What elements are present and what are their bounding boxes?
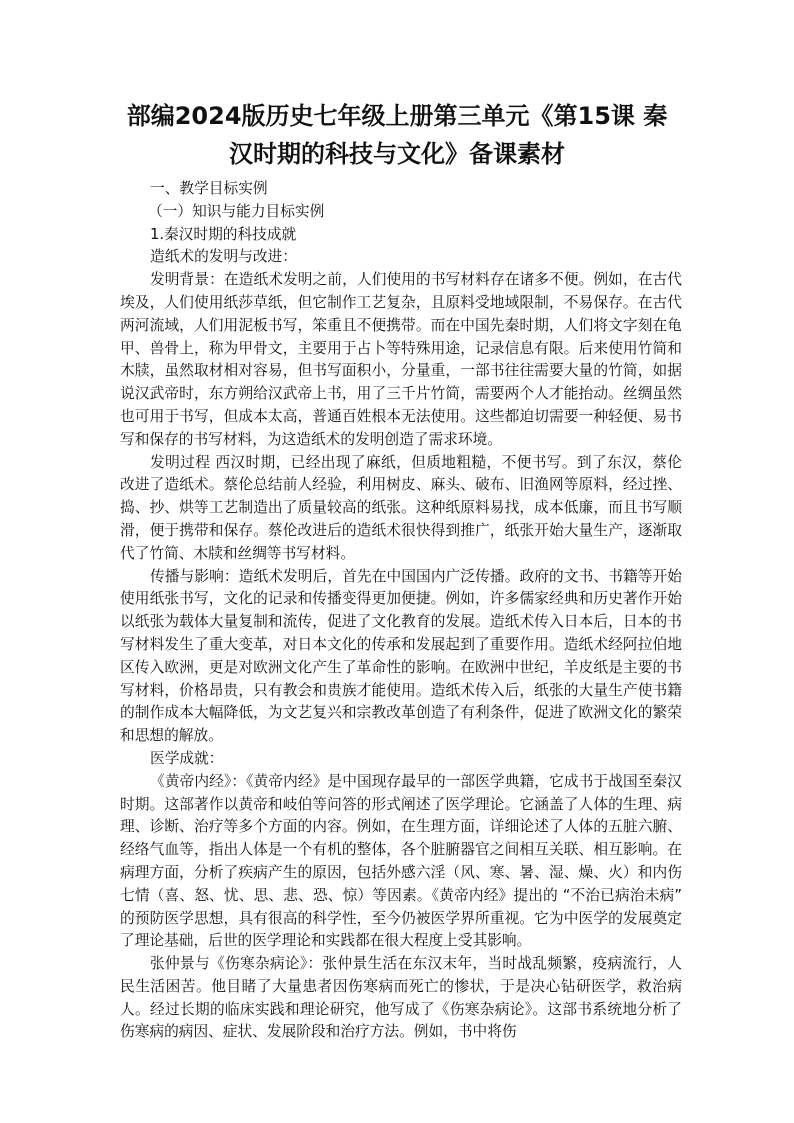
subsection-heading: （一）知识与能力目标实例 bbox=[148, 202, 325, 220]
title-line-2: 汉时期的科技与文化》备课素材 bbox=[229, 140, 565, 168]
paragraph-zhang-zhongjing: 张仲景与《伤寒杂病论》：张仲景生活在东汉末年，当时战乱频繁，疫病流行，人民生活困苦。他目睹了大量患者因伤寒病而死亡的惨状，于是决心钻研医学，救治病人。经过长期的临床实践和理论研究，他写成了《伤寒杂病论》。这部书系统地分析了伤寒病的病因、症状、发展阶段和治疗方法。例如，书中将伤 bbox=[120, 955, 682, 1041]
papermaking-heading: 造纸术的发明与改进： bbox=[150, 248, 297, 266]
document-body bbox=[120, 178, 682, 1044]
title-line-1: 部编2024版历史七年级上册第三单元《第15课 秦 bbox=[126, 102, 668, 130]
paragraph-background: 发明背景：在造纸术发明之前，人们使用的书写材料存在诸多不便。例如，在古代埃及，人们使用纸莎草纸，但它制作工艺复杂，且原料受地域限制，不易保存。在古代两河流域，人们用泥板书写，笨重且不便携带。而在中国先秦时期，人们将文字刻在龟甲、兽骨上，称为甲骨文，主要用于占卜等特殊用途，记录信息有限。后来使用竹简和木牍，虽然取材相对容易，但书写面积小，分量重，一部书往往需要大量的竹简，如据说汉武帝时，东方朔给汉武帝上书，用了三千片竹简，需要两个人才能抬动。丝绸虽然也可用于书写，但成本太高，普通百姓根本无法使用。这些都迫切需要一种轻便、易书写和保存的书写材料，为这造纸术的发明创造了需求环境。 bbox=[120, 271, 682, 448]
topic-heading: 1.秦汉时期的科技成就 bbox=[150, 225, 297, 243]
medicine-heading: 医学成就： bbox=[150, 749, 224, 767]
section-heading: 一、教学目标实例 bbox=[150, 180, 268, 197]
paragraph-process: 发明过程 西汉时期，已经出现了麻纸，但质地粗糙，不便书写。到了东汉，蔡伦改进了造纸术。蔡伦总结前人经验，利用树皮、麻头、破布、旧渔网等原料，经过挫、捣、抄、烘等工艺制造出了质量较高的纸张。这种纸原料易找，成本低廉，而且书写顺滑，便于携带和保存。蔡伦改进后的造纸术很快得到推广，纸张开始大量生产，逐渐取代了竹简、木牍和丝绸等书写材料。 bbox=[120, 453, 682, 562]
document-title bbox=[100, 97, 694, 173]
paragraph-huangdi-neijing: 《黄帝内经》：《黄帝内经》是中国现存最早的一部医学典籍，它成书于战国至秦汉时期。这部著作以黄帝和岐伯等问答的形式阐述了医学理论。它涵盖了人体的生理、病理、诊断、治疗等多个方面的内容。例如，在生理方面，详细论述了人体的五脏六腑、经络气血等，指出人体是一个有机的整体，各个脏腑器官之间相互关联、相互影响。在病理方面，分析了疾病产生的原因，包括外感六淫（风、寒、暑、湿、燥、火）和内伤七情（喜、怒、忧、思、悲、恐、惊）等因素。《黄帝内经》提出的 “不治已病治未病” 的预防医学思想，具有很高的科学性，至今仍被医学界所重视。它为中医学的发展奠定了理论基础，后世的医学理论和实践都在很大程度上受其影响。 bbox=[120, 772, 682, 950]
paragraph-spread: 传播与影响：造纸术发明后，首先在中国国内广泛传播。政府的文书、书籍等开始使用纸张书写，文化的记录和传播变得更加便捷。例如，许多儒家经典和历史著作开始以纸张为载体大量复制和流传，促进了文化教育的发展。造纸术传入日本后，日本的书写材料发生了重大变革，对日本文化的传承和发展起到了重要作用。造纸术经阿拉伯地区传入欧洲，更是对欧洲文化产生了革命性的影响。在欧洲中世纪，羊皮纸是主要的书写材料，价格昂贵，只有教会和贵族才能使用。造纸术传入后，纸张的大量生产使书籍的制作成本大幅降低，为文艺复兴和宗教改革创造了有利条件，促进了欧洲文化的繁荣和思想的解放。 bbox=[120, 567, 682, 745]
